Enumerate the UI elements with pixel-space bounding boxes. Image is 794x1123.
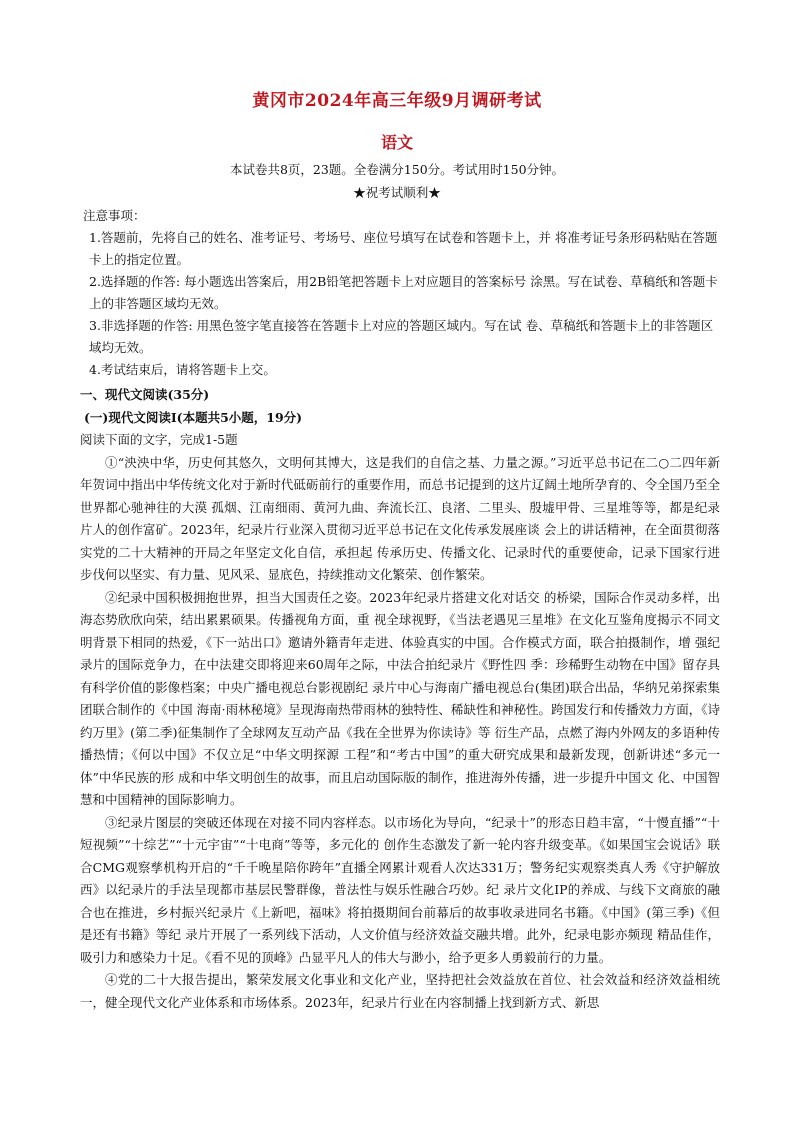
notice-heading: 注意事项：: [83, 208, 146, 223]
notice-item: 3.非选择题的作答: 用黑色签字笔直接答在答题卡上对应的答题区域内。写在试 卷、草稿纸和答题卡上的非答题区域均无效。: [89, 318, 714, 355]
notice-block: [83, 205, 723, 381]
notice-item: 1.答题前，先将自己的姓名、准考证号、考场号、座位号填写在试卷和答题卡上，并 将准考证号条形码粘贴在答题卡上的指定位置。: [89, 230, 718, 267]
notice-item: 2.选择题的作答: 每小题选出答案后，用2B铅笔把答题卡上对应题目的答案标号 涂黑。写在试卷、草稿纸和答题卡上的非答题区域均无效。: [89, 274, 718, 311]
exam-title: 黄冈市2024年高三年级9月调研考试: [252, 91, 542, 111]
exam-info-line: 本试卷共8页，23题。全卷满分150分。考试用时150分钟。: [229, 162, 565, 177]
notice-item: 4.考试结束后，请将答题卡上交。: [89, 362, 276, 377]
reading-instruction: 阅读下面的文字，完成1-5题: [80, 432, 238, 447]
passage-paragraph: ①“泱泱中华，历史何其悠久，文明何其博大，这是我们的自信之基、力量之源。”习近平总书记在二○二四年新年贺词中指出中华传统文化对于新时代砥砺前行的重要作用，而总书记提到的这片辽阔土地所孕育的、令全国乃至全世界都心驰神往的大漠 孤烟、江南细雨、黄河九曲、奔流长江、良渚、二里头、殷墟甲骨、三星堆等等，都是纪录 片人的创作富矿。2023年，纪录片行业深入贯彻习近平总书记在文化传承发展座谈 会上的讲话精神，在全面贯彻落实党的二十大精神的开局之年坚定文化自信，承担起 传承历史、传播文化、记录时代的重要使命，记录下国家行进步伐何以坚实、有力量、见风采、显底色，持续推动文化繁荣、创作繁荣。: [80, 454, 720, 582]
section-title: 一、现代文阅读(35分): [80, 387, 210, 402]
passage-paragraph: ②纪录中国积极拥抱世界，担当大国责任之姿。2023年纪录片搭建文化对话交 的桥梁，国际合作灵动多样，出海态势欣欣向荣，结出累累硕果。传播视角方面，重 视全球视野，《当法老遇见三星堆》在文化互鉴角度揭示不同文明背景下相同的热爱，《下一站出口》邀请外籍青年走进、体验真实的中国。合作模式方面，联合拍摄制作，增 强纪录片的国际竞争力，在中法建交即将迎来60周年之际，中法合拍纪录片《野性四 季：珍稀野生动物在中国》留存具有科学价值的影像档案；中央广播电视总台影视剧纪 录片中心与海南广播电视总台(集团)联合出品，华纳兄弟探索集团联合制作的《中国 海南·雨林秘境》呈现海南热带雨林的独特性、稀缺性和神秘性。跨国发行和传播效力方面，《诗约万里》(第二季)征集制作了全球网友互动产品《我在全世界为你读诗》等 衍生产品，点燃了海内外网友的多语种传播热情；《何以中国》不仅立足“中华文明探源 工程”和“考古中国”的重大研究成果和最新发现，创新讲述“多元一体”中华民族的形 成和中华文明创生的故事，而且启动国际版的制作，推进海外传播，进一步提升中国文 化、中国智慧和中国精神的国际影响力。: [80, 589, 720, 807]
wish-line: ★祝考试顺利★: [353, 185, 441, 200]
passage-paragraph: ③纪录片图层的突破还体现在对接不同内容样态。以市场化为导向，“纪录十”的形态日趋丰富，“十慢直播”“十短视频”“十综艺”“十元宇宙”“十电商”等等，多元化的 创作生态激发了新一轮内容升级变革。《如果国宝会说话》联合CMG观察孳机构开启的“千千晚星陪你跨年”直播全网累计观看人次达331万；警务纪实观察类真人秀《守护解放西》以纪录片的手法呈现都市基层民警群像，普法性与娱乐性融合巧妙。纪 录片文化IP的养成、与线下文商旅的融合也在推进，乡村振兴纪录片《上新吧，福味》将拍摄期间台前幕后的故事收录进同名书籍。《中国》(第三季)《但是还有书籍》等纪 录片开展了一系列线下活动，人文价值与经济效益交融共增。此外，纪录电影亦频现 精品佳作，吸引力和感染力十足。《看不见的顶峰》凸显平凡人的伟大与渺小，给予更多人勇毅前行的力量。: [80, 814, 720, 965]
subject-title: 语文: [380, 133, 413, 152]
passage-paragraph: ④党的二十大报告提出，繁荣发展文化事业和文化产业，坚持把社会效益放在首位、社会效益和经济效益相统一，健全现代文化产业体系和市场体系。2023年，纪录片行业在内容制播上找到新方式、新思: [80, 972, 720, 1010]
subsection-title: (一)现代文阅读Ⅰ(本题共5小题，19分): [84, 409, 303, 425]
reading-section: [80, 384, 720, 1014]
